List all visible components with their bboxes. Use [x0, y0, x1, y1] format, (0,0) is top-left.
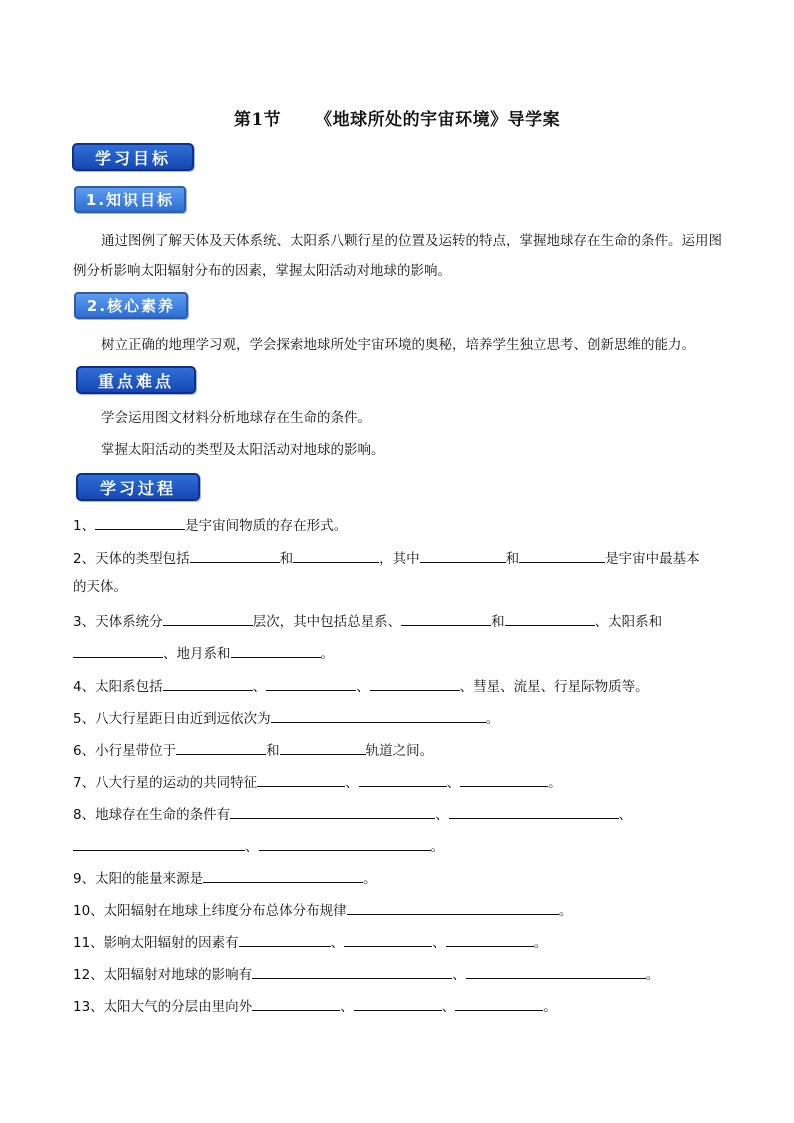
answer-blank[interactable]: [252, 963, 452, 979]
question-text: 、地月系和: [163, 646, 231, 662]
question-text: 。: [485, 711, 500, 727]
question-10: [73, 899, 723, 921]
question-text: 和: [505, 551, 520, 567]
answer-blank[interactable]: [420, 547, 506, 563]
question-text: 7、八大行星的运动的共同特征: [73, 775, 258, 791]
answer-blank[interactable]: [239, 931, 331, 947]
question-text: 13、太阳大气的分层由里向外: [73, 999, 253, 1015]
page-title: [0, 105, 794, 130]
section-badge-learning-goals: 学习目标: [72, 143, 194, 171]
question-text: 、: [435, 807, 449, 823]
key-point-item: 掌握太阳活动的类型及太阳活动对地球的影响。: [101, 442, 385, 458]
question-text: 10、太阳辐射在地球上纬度分布总体分布规律: [73, 903, 347, 919]
question-11: [73, 931, 723, 953]
question-text: 、: [618, 807, 633, 823]
question-text: 是宇宙间物质的存在形式。: [185, 518, 348, 534]
answer-blank[interactable]: [176, 739, 266, 755]
answer-blank[interactable]: [252, 995, 340, 1011]
question-text: 。: [543, 999, 557, 1015]
question-text: 和: [266, 743, 280, 759]
question-9: [73, 867, 723, 889]
section-badge-knowledge-goals: 1.知识目标: [74, 186, 186, 213]
question-text: ，其中: [379, 551, 420, 567]
question-13: [73, 995, 723, 1017]
question-text: 。: [363, 871, 377, 887]
answer-blank[interactable]: [203, 867, 363, 883]
question-text: 和: [491, 614, 505, 630]
question-4: [73, 675, 723, 697]
question-text: 、: [446, 775, 461, 791]
question-text: 4、太阳系包括: [73, 679, 163, 695]
answer-blank[interactable]: [190, 547, 280, 563]
question-text: 。: [320, 646, 334, 662]
title-section-number: 第1节: [233, 110, 282, 130]
question-3: [73, 610, 723, 632]
question-text: 。: [548, 775, 562, 791]
answer-blank[interactable]: [449, 803, 619, 819]
question-text: 和: [279, 551, 294, 567]
answer-blank[interactable]: [73, 642, 163, 658]
answer-blank[interactable]: [354, 995, 442, 1011]
answer-blank[interactable]: [359, 771, 447, 787]
answer-blank[interactable]: [73, 835, 245, 851]
question-text: 、: [441, 999, 456, 1015]
question-12: [73, 963, 723, 985]
answer-blank[interactable]: [163, 610, 253, 626]
question-5: [73, 707, 723, 729]
question-text: 轨道之间。: [365, 743, 434, 759]
answer-blank[interactable]: [347, 899, 559, 915]
answer-blank[interactable]: [231, 642, 321, 658]
question-text: 8、地球存在生命的条件有: [73, 807, 231, 823]
answer-blank[interactable]: [446, 931, 534, 947]
question-text: 、彗星、流星、行星际物质等。: [459, 679, 649, 695]
question-text: 3、天体系统分: [73, 614, 163, 630]
answer-blank[interactable]: [163, 675, 253, 691]
question-text: 、太阳系和: [594, 614, 663, 630]
question-text: 、: [356, 679, 370, 695]
answer-blank[interactable]: [460, 771, 548, 787]
answer-blank[interactable]: [271, 707, 486, 723]
question-text: 。: [533, 935, 548, 951]
question-text: 、: [345, 775, 359, 791]
question-text: 层次，其中包括总星系、: [252, 614, 402, 630]
question-text: 、: [252, 679, 267, 695]
answer-blank[interactable]: [266, 675, 356, 691]
question-text: 2、天体的类型包括: [73, 551, 190, 567]
question-text: 是宇宙中最基本: [605, 551, 700, 567]
answer-blank[interactable]: [519, 547, 605, 563]
question-text: 1、: [73, 518, 96, 534]
core-literacy-text: 树立正确的地理学习观，学会探索地球所处宇宙环境的奥秘，培养学生独立思考、创新思维的能力。: [101, 337, 695, 353]
answer-blank[interactable]: [280, 739, 366, 755]
question-text: 。: [558, 903, 573, 919]
question-2: [73, 547, 723, 569]
answer-blank[interactable]: [259, 835, 431, 851]
question-text: 、: [340, 999, 354, 1015]
answer-blank[interactable]: [95, 514, 185, 530]
question-text: 、: [452, 967, 466, 983]
section-badge-learning-process: 学习过程: [76, 473, 200, 501]
answer-blank[interactable]: [370, 675, 460, 691]
title-text: 《地球所处的宇宙环境》导学案: [315, 110, 561, 130]
question-8: [73, 803, 723, 825]
question-text: 、: [245, 839, 259, 855]
question-text: 。: [645, 967, 660, 983]
section-badge-key-points: 重点难点: [76, 366, 196, 394]
answer-blank[interactable]: [230, 803, 435, 819]
question-text: 9、太阳的能量来源是: [73, 871, 204, 887]
answer-blank[interactable]: [257, 771, 345, 787]
question-2-continued: 的天体。: [73, 579, 127, 595]
answer-blank[interactable]: [293, 547, 379, 563]
question-text: 、: [330, 935, 345, 951]
question-text: 12、太阳辐射对地球的影响有: [73, 967, 253, 983]
section-badge-core-literacy: 2.核心素养: [74, 292, 188, 319]
knowledge-goal-text: 通过图例了解天体及天体系统、太阳系八颗行星的位置及运转的特点，掌握地球存在生命的条件。运用图例分析影响太阳辐射分布的因素，掌握太阳活动对地球的影响。: [73, 233, 722, 279]
question-text: 5、八大行星距日由近到远依次为: [73, 711, 271, 727]
question-1: [73, 514, 723, 536]
key-point-item: 学会运用图文材料分析地球存在生命的条件。: [101, 410, 371, 426]
question-8-continued: [73, 835, 723, 857]
answer-blank[interactable]: [401, 610, 491, 626]
question-text: 11、影响太阳辐射的因素有: [73, 935, 239, 951]
answer-blank[interactable]: [455, 995, 543, 1011]
question-7: [73, 771, 723, 793]
question-text: 6、小行星带位于: [73, 743, 177, 759]
question-text: 。: [430, 839, 444, 855]
question-text: 、: [432, 935, 446, 951]
question-3-continued: [73, 642, 723, 664]
answer-blank[interactable]: [505, 610, 595, 626]
question-6: [73, 739, 723, 761]
answer-blank[interactable]: [466, 963, 646, 979]
answer-blank[interactable]: [344, 931, 432, 947]
